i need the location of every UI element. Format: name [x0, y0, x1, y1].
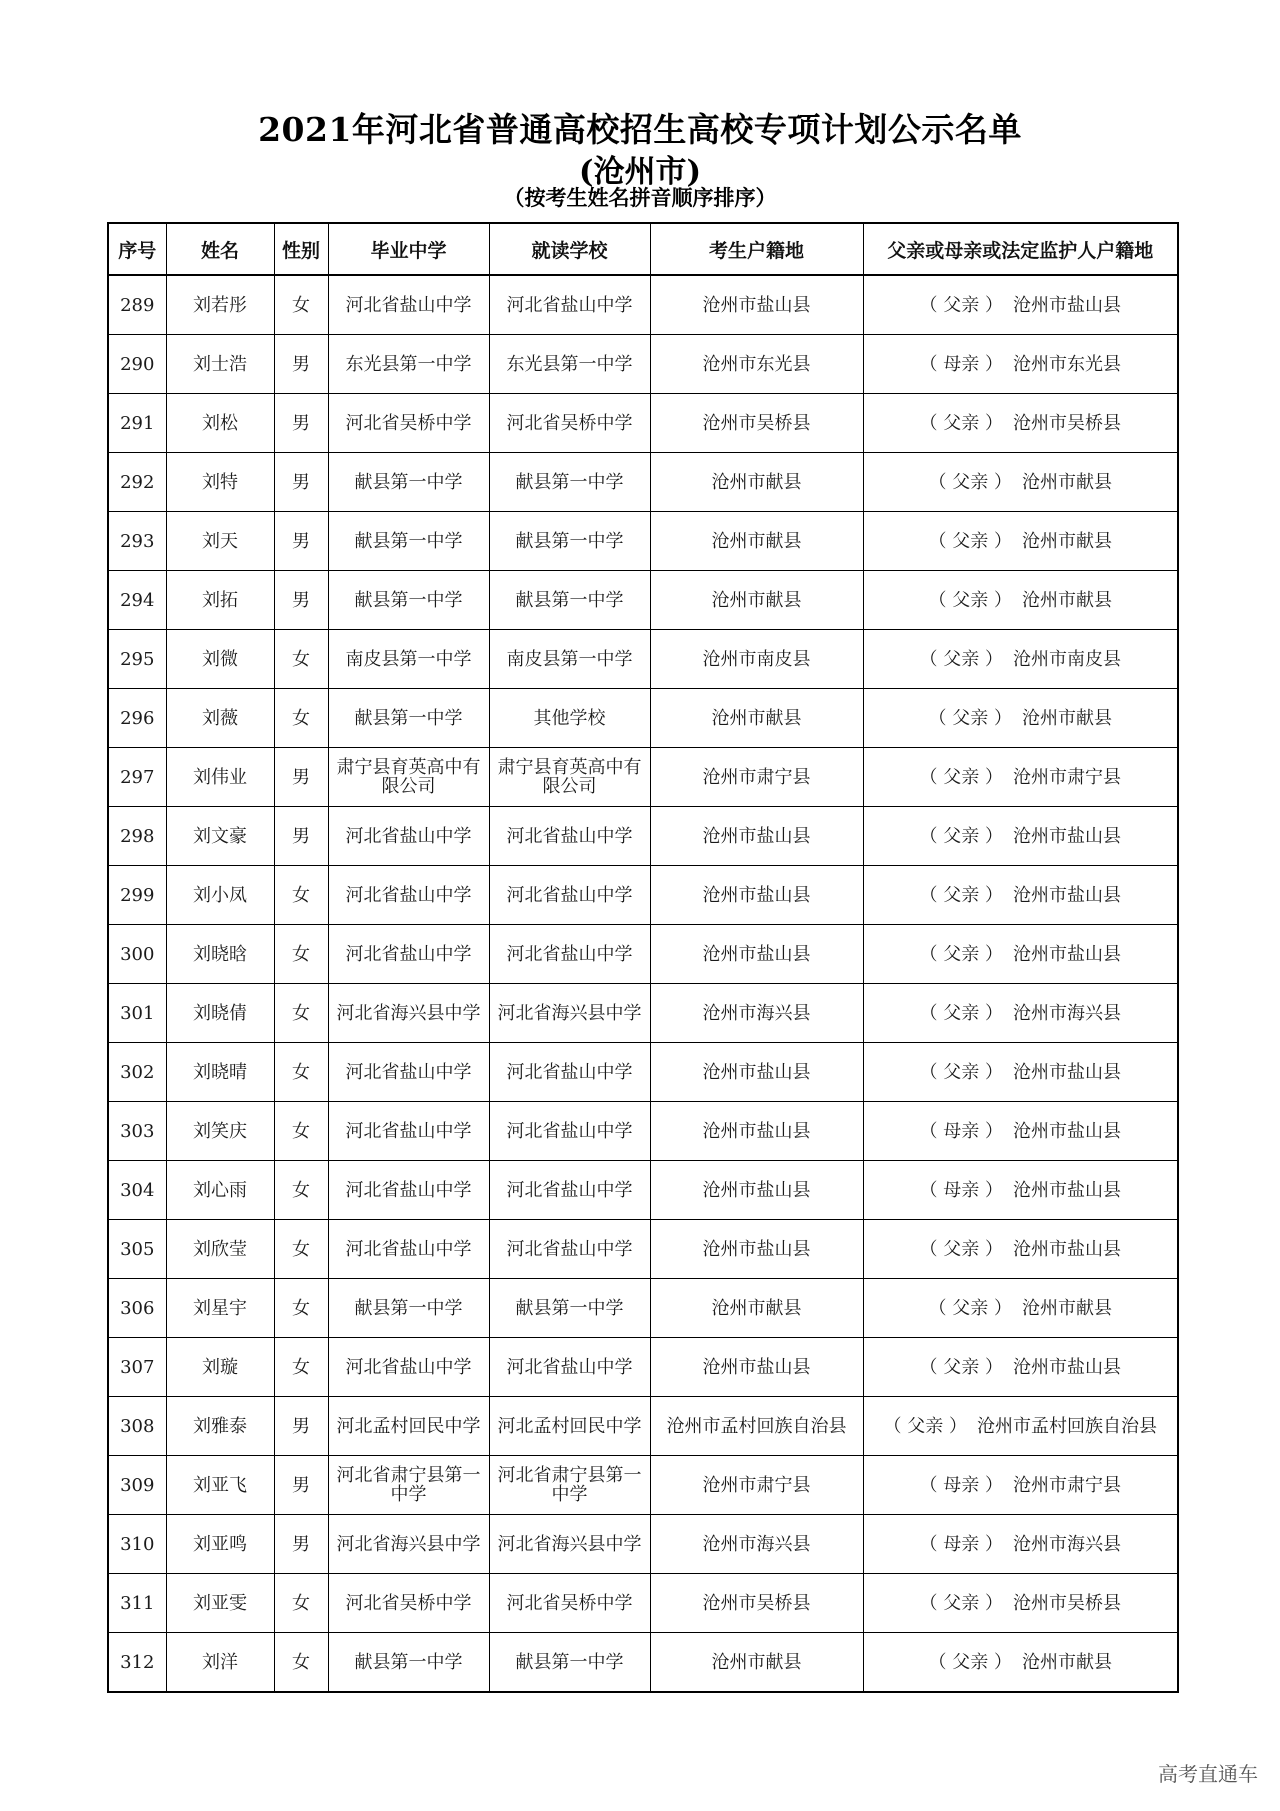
- cell-guardian: [863, 394, 1178, 453]
- guardian-residence: 沧州市献县: [1021, 530, 1112, 552]
- cell-gender: 男: [274, 453, 328, 512]
- cell-current-school: 河北省盐山中学: [489, 1220, 650, 1279]
- cell-residence: 沧州市盐山县: [650, 1043, 863, 1102]
- cell-gender: 女: [274, 984, 328, 1043]
- guardian-residence: 沧州市盐山县: [1012, 294, 1121, 316]
- cell-gender: 女: [274, 1574, 328, 1633]
- cell-no: 297: [108, 748, 166, 807]
- cell-gender: 女: [274, 1633, 328, 1693]
- watermark: 高考直通车: [1158, 1762, 1258, 1786]
- header-gender: 性别: [274, 223, 328, 275]
- guardian-relation: （ 父亲 ）: [919, 884, 1003, 906]
- guardian-residence: 沧州市盐山县: [1012, 1120, 1121, 1142]
- table-row: [108, 1633, 1178, 1693]
- header-grad-school: 毕业中学: [328, 223, 489, 275]
- cell-current-school: 南皮县第一中学: [489, 630, 650, 689]
- cell-guardian: [863, 1102, 1178, 1161]
- cell-name: 刘小凤: [166, 866, 274, 925]
- cell-grad-school: 河北省海兴县中学: [328, 1515, 489, 1574]
- table-row: [108, 1279, 1178, 1338]
- cell-grad-school: 河北省海兴县中学: [328, 984, 489, 1043]
- guardian-residence: 沧州市献县: [1021, 471, 1112, 493]
- guardian-residence: 沧州市孟村回族自治县: [976, 1415, 1157, 1437]
- cell-no: 294: [108, 571, 166, 630]
- cell-gender: 女: [274, 1279, 328, 1338]
- cell-guardian: [863, 689, 1178, 748]
- table-row: [108, 453, 1178, 512]
- table-row: [108, 275, 1178, 335]
- cell-gender: 男: [274, 1456, 328, 1515]
- cell-residence: 沧州市献县: [650, 453, 863, 512]
- table-row: [108, 630, 1178, 689]
- table-row: [108, 512, 1178, 571]
- cell-no: 291: [108, 394, 166, 453]
- cell-guardian: [863, 1397, 1178, 1456]
- cell-gender: 女: [274, 689, 328, 748]
- table-row: [108, 1574, 1178, 1633]
- guardian-residence: 沧州市献县: [1021, 589, 1112, 611]
- cell-current-school: 河北省肃宁县第一中学: [489, 1456, 650, 1515]
- cell-no: 304: [108, 1161, 166, 1220]
- cell-guardian: [863, 748, 1178, 807]
- cell-name: 刘特: [166, 453, 274, 512]
- cell-gender: 女: [274, 866, 328, 925]
- table-row: [108, 984, 1178, 1043]
- cell-current-school: 献县第一中学: [489, 571, 650, 630]
- cell-gender: 男: [274, 335, 328, 394]
- cell-name: 刘亚鸣: [166, 1515, 274, 1574]
- cell-current-school: 河北省盐山中学: [489, 275, 650, 335]
- cell-current-school: 河北省盐山中学: [489, 1102, 650, 1161]
- guardian-relation: （ 父亲 ）: [928, 589, 1012, 611]
- table-row: [108, 1397, 1178, 1456]
- cell-no: 289: [108, 275, 166, 335]
- table-row: [108, 1220, 1178, 1279]
- guardian-relation: （ 父亲 ）: [919, 294, 1003, 316]
- cell-name: 刘亚飞: [166, 1456, 274, 1515]
- table-row: [108, 1515, 1178, 1574]
- cell-current-school: 献县第一中学: [489, 512, 650, 571]
- cell-gender: 男: [274, 807, 328, 866]
- guardian-residence: 沧州市东光县: [1012, 353, 1121, 375]
- cell-grad-school: 河北省盐山中学: [328, 1043, 489, 1102]
- cell-name: 刘笑庆: [166, 1102, 274, 1161]
- cell-name: 刘松: [166, 394, 274, 453]
- cell-no: 300: [108, 925, 166, 984]
- cell-current-school: 河北省盐山中学: [489, 866, 650, 925]
- cell-name: 刘雅泰: [166, 1397, 274, 1456]
- guardian-residence: 沧州市盐山县: [1012, 1356, 1121, 1378]
- cell-name: 刘亚雯: [166, 1574, 274, 1633]
- guardian-residence: 沧州市盐山县: [1012, 943, 1121, 965]
- cell-current-school: 献县第一中学: [489, 1633, 650, 1693]
- cell-current-school: 肃宁县育英高中有限公司: [489, 748, 650, 807]
- header-residence: 考生户籍地: [650, 223, 863, 275]
- cell-grad-school: 献县第一中学: [328, 1279, 489, 1338]
- cell-residence: 沧州市盐山县: [650, 1338, 863, 1397]
- cell-no: 302: [108, 1043, 166, 1102]
- cell-current-school: 河北省吴桥中学: [489, 1574, 650, 1633]
- guardian-residence: 沧州市盐山县: [1012, 1061, 1121, 1083]
- cell-name: 刘璇: [166, 1338, 274, 1397]
- cell-guardian: [863, 1279, 1178, 1338]
- guardian-relation: （ 父亲 ）: [883, 1415, 967, 1437]
- cell-grad-school: 河北省盐山中学: [328, 275, 489, 335]
- cell-current-school: 其他学校: [489, 689, 650, 748]
- sort-note: （按考生姓名拼音顺序排序）: [503, 185, 777, 210]
- cell-residence: 沧州市盐山县: [650, 275, 863, 335]
- cell-residence: 沧州市海兴县: [650, 1515, 863, 1574]
- cell-current-school: 河北省吴桥中学: [489, 394, 650, 453]
- table-row: [108, 394, 1178, 453]
- cell-grad-school: 献县第一中学: [328, 571, 489, 630]
- cell-grad-school: 河北省盐山中学: [328, 1102, 489, 1161]
- cell-no: 305: [108, 1220, 166, 1279]
- cell-guardian: [863, 1515, 1178, 1574]
- guardian-relation: （ 父亲 ）: [919, 1002, 1003, 1024]
- cell-gender: 女: [274, 1220, 328, 1279]
- cell-guardian: [863, 335, 1178, 394]
- cell-gender: 女: [274, 1102, 328, 1161]
- guardian-relation: （ 母亲 ）: [919, 1533, 1003, 1555]
- cell-gender: 男: [274, 1397, 328, 1456]
- table-row: [108, 748, 1178, 807]
- cell-residence: 沧州市东光县: [650, 335, 863, 394]
- cell-residence: 沧州市献县: [650, 571, 863, 630]
- cell-grad-school: 献县第一中学: [328, 1633, 489, 1693]
- cell-current-school: 献县第一中学: [489, 1279, 650, 1338]
- cell-grad-school: 献县第一中学: [328, 512, 489, 571]
- guardian-relation: （ 父亲 ）: [919, 1238, 1003, 1260]
- guardian-residence: 沧州市盐山县: [1012, 825, 1121, 847]
- document-title: 2021年河北省普通高校招生高校专项计划公示名单: [258, 110, 1022, 149]
- cell-residence: 沧州市盐山县: [650, 866, 863, 925]
- cell-name: 刘拓: [166, 571, 274, 630]
- cell-guardian: [863, 1633, 1178, 1693]
- cell-guardian: [863, 1161, 1178, 1220]
- cell-name: 刘晓晴: [166, 1043, 274, 1102]
- cell-name: 刘晓晗: [166, 925, 274, 984]
- cell-grad-school: 河北省吴桥中学: [328, 394, 489, 453]
- guardian-relation: （ 父亲 ）: [919, 1356, 1003, 1378]
- cell-no: 292: [108, 453, 166, 512]
- cell-current-school: 东光县第一中学: [489, 335, 650, 394]
- cell-no: 301: [108, 984, 166, 1043]
- cell-no: 303: [108, 1102, 166, 1161]
- roster-table: [107, 222, 1179, 1693]
- guardian-relation: （ 父亲 ）: [928, 530, 1012, 552]
- header-guardian-residence: 父亲或母亲或法定监护人户籍地: [863, 223, 1178, 275]
- cell-no: 309: [108, 1456, 166, 1515]
- header-current-school: 就读学校: [489, 223, 650, 275]
- cell-no: 295: [108, 630, 166, 689]
- cell-gender: 女: [274, 925, 328, 984]
- cell-name: 刘心雨: [166, 1161, 274, 1220]
- cell-current-school: 献县第一中学: [489, 453, 650, 512]
- cell-gender: 男: [274, 571, 328, 630]
- cell-grad-school: 东光县第一中学: [328, 335, 489, 394]
- cell-current-school: 河北省盐山中学: [489, 1161, 650, 1220]
- guardian-relation: （ 父亲 ）: [928, 707, 1012, 729]
- cell-gender: 男: [274, 512, 328, 571]
- guardian-relation: （ 父亲 ）: [919, 943, 1003, 965]
- cell-grad-school: 河北省盐山中学: [328, 866, 489, 925]
- guardian-relation: （ 父亲 ）: [919, 825, 1003, 847]
- cell-residence: 沧州市盐山县: [650, 925, 863, 984]
- table-row: [108, 807, 1178, 866]
- cell-guardian: [863, 1456, 1178, 1515]
- cell-name: 刘欣莹: [166, 1220, 274, 1279]
- document-subtitle: (沧州市): [578, 154, 702, 190]
- guardian-residence: 沧州市献县: [1021, 707, 1112, 729]
- cell-name: 刘天: [166, 512, 274, 571]
- cell-name: 刘士浩: [166, 335, 274, 394]
- cell-grad-school: 河北省盐山中学: [328, 1220, 489, 1279]
- cell-current-school: 河北孟村回民中学: [489, 1397, 650, 1456]
- guardian-residence: 沧州市盐山县: [1012, 884, 1121, 906]
- cell-name: 刘晓倩: [166, 984, 274, 1043]
- cell-guardian: [863, 512, 1178, 571]
- cell-current-school: 河北省海兴县中学: [489, 984, 650, 1043]
- cell-residence: 沧州市盐山县: [650, 1161, 863, 1220]
- table-row: [108, 1456, 1178, 1515]
- table-row: [108, 1043, 1178, 1102]
- guardian-relation: （ 父亲 ）: [919, 1592, 1003, 1614]
- cell-gender: 女: [274, 1338, 328, 1397]
- guardian-residence: 沧州市献县: [1021, 1297, 1112, 1319]
- cell-grad-school: 献县第一中学: [328, 453, 489, 512]
- cell-grad-school: 肃宁县育英高中有限公司: [328, 748, 489, 807]
- cell-grad-school: 河北省盐山中学: [328, 1338, 489, 1397]
- cell-no: 312: [108, 1633, 166, 1693]
- cell-no: 307: [108, 1338, 166, 1397]
- header-name: 姓名: [166, 223, 274, 275]
- cell-gender: 男: [274, 748, 328, 807]
- cell-grad-school: 南皮县第一中学: [328, 630, 489, 689]
- guardian-relation: （ 父亲 ）: [919, 1061, 1003, 1083]
- guardian-relation: （ 父亲 ）: [928, 1297, 1012, 1319]
- cell-no: 293: [108, 512, 166, 571]
- guardian-relation: （ 母亲 ）: [919, 1474, 1003, 1496]
- cell-no: 290: [108, 335, 166, 394]
- cell-gender: 女: [274, 630, 328, 689]
- guardian-relation: （ 母亲 ）: [919, 353, 1003, 375]
- cell-no: 306: [108, 1279, 166, 1338]
- cell-no: 298: [108, 807, 166, 866]
- header-no: 序号: [108, 223, 166, 275]
- cell-name: 刘若彤: [166, 275, 274, 335]
- cell-name: 刘微: [166, 630, 274, 689]
- guardian-relation: （ 母亲 ）: [919, 1120, 1003, 1142]
- cell-name: 刘伟业: [166, 748, 274, 807]
- cell-guardian: [863, 984, 1178, 1043]
- cell-residence: 沧州市盐山县: [650, 1102, 863, 1161]
- guardian-relation: （ 父亲 ）: [928, 1651, 1012, 1673]
- cell-guardian: [863, 866, 1178, 925]
- cell-grad-school: 河北省吴桥中学: [328, 1574, 489, 1633]
- table-row: [108, 335, 1178, 394]
- cell-no: 310: [108, 1515, 166, 1574]
- cell-residence: 沧州市献县: [650, 1633, 863, 1693]
- cell-no: 299: [108, 866, 166, 925]
- cell-guardian: [863, 1220, 1178, 1279]
- cell-current-school: 河北省盐山中学: [489, 1338, 650, 1397]
- guardian-residence: 沧州市南皮县: [1012, 648, 1121, 670]
- cell-guardian: [863, 1338, 1178, 1397]
- cell-residence: 沧州市肃宁县: [650, 1456, 863, 1515]
- cell-name: 刘薇: [166, 689, 274, 748]
- cell-grad-school: 河北省盐山中学: [328, 807, 489, 866]
- guardian-relation: （ 父亲 ）: [919, 412, 1003, 434]
- cell-guardian: [863, 630, 1178, 689]
- cell-guardian: [863, 1574, 1178, 1633]
- cell-residence: 沧州市海兴县: [650, 984, 863, 1043]
- cell-residence: 沧州市吴桥县: [650, 1574, 863, 1633]
- guardian-residence: 沧州市吴桥县: [1012, 1592, 1121, 1614]
- cell-name: 刘洋: [166, 1633, 274, 1693]
- cell-residence: 沧州市盐山县: [650, 807, 863, 866]
- guardian-relation: （ 父亲 ）: [919, 766, 1003, 788]
- table-row: [108, 571, 1178, 630]
- cell-residence: 沧州市吴桥县: [650, 394, 863, 453]
- table-row: [108, 925, 1178, 984]
- guardian-residence: 沧州市海兴县: [1012, 1002, 1121, 1024]
- guardian-residence: 沧州市盐山县: [1012, 1179, 1121, 1201]
- cell-no: 296: [108, 689, 166, 748]
- cell-gender: 男: [274, 394, 328, 453]
- table-row: [108, 1161, 1178, 1220]
- guardian-residence: 沧州市献县: [1021, 1651, 1112, 1673]
- cell-guardian: [863, 571, 1178, 630]
- cell-current-school: 河北省盐山中学: [489, 807, 650, 866]
- cell-residence: 沧州市孟村回族自治县: [650, 1397, 863, 1456]
- cell-grad-school: 河北省盐山中学: [328, 1161, 489, 1220]
- table-row: [108, 866, 1178, 925]
- guardian-residence: 沧州市肃宁县: [1012, 1474, 1121, 1496]
- cell-guardian: [863, 275, 1178, 335]
- cell-grad-school: 献县第一中学: [328, 689, 489, 748]
- cell-current-school: 河北省海兴县中学: [489, 1515, 650, 1574]
- cell-guardian: [863, 925, 1178, 984]
- header-row: [108, 223, 1178, 275]
- table-row: [108, 1102, 1178, 1161]
- guardian-relation: （ 父亲 ）: [919, 648, 1003, 670]
- cell-residence: 沧州市献县: [650, 512, 863, 571]
- cell-residence: 沧州市献县: [650, 1279, 863, 1338]
- guardian-relation: （ 母亲 ）: [919, 1179, 1003, 1201]
- cell-current-school: 河北省盐山中学: [489, 1043, 650, 1102]
- guardian-relation: （ 父亲 ）: [928, 471, 1012, 493]
- cell-guardian: [863, 453, 1178, 512]
- table-row: [108, 1338, 1178, 1397]
- guardian-residence: 沧州市海兴县: [1012, 1533, 1121, 1555]
- cell-guardian: [863, 807, 1178, 866]
- cell-grad-school: 河北省盐山中学: [328, 925, 489, 984]
- table-row: [108, 689, 1178, 748]
- cell-grad-school: 河北省肃宁县第一中学: [328, 1456, 489, 1515]
- cell-no: 311: [108, 1574, 166, 1633]
- cell-residence: 沧州市肃宁县: [650, 748, 863, 807]
- guardian-residence: 沧州市肃宁县: [1012, 766, 1121, 788]
- cell-grad-school: 河北孟村回民中学: [328, 1397, 489, 1456]
- cell-residence: 沧州市献县: [650, 689, 863, 748]
- guardian-residence: 沧州市吴桥县: [1012, 412, 1121, 434]
- cell-gender: 女: [274, 1161, 328, 1220]
- guardian-residence: 沧州市盐山县: [1012, 1238, 1121, 1260]
- cell-gender: 男: [274, 1515, 328, 1574]
- cell-gender: 女: [274, 1043, 328, 1102]
- cell-guardian: [863, 1043, 1178, 1102]
- cell-no: 308: [108, 1397, 166, 1456]
- cell-name: 刘星宇: [166, 1279, 274, 1338]
- cell-residence: 沧州市南皮县: [650, 630, 863, 689]
- cell-gender: 女: [274, 275, 328, 335]
- cell-name: 刘文豪: [166, 807, 274, 866]
- cell-current-school: 河北省盐山中学: [489, 925, 650, 984]
- cell-residence: 沧州市盐山县: [650, 1220, 863, 1279]
